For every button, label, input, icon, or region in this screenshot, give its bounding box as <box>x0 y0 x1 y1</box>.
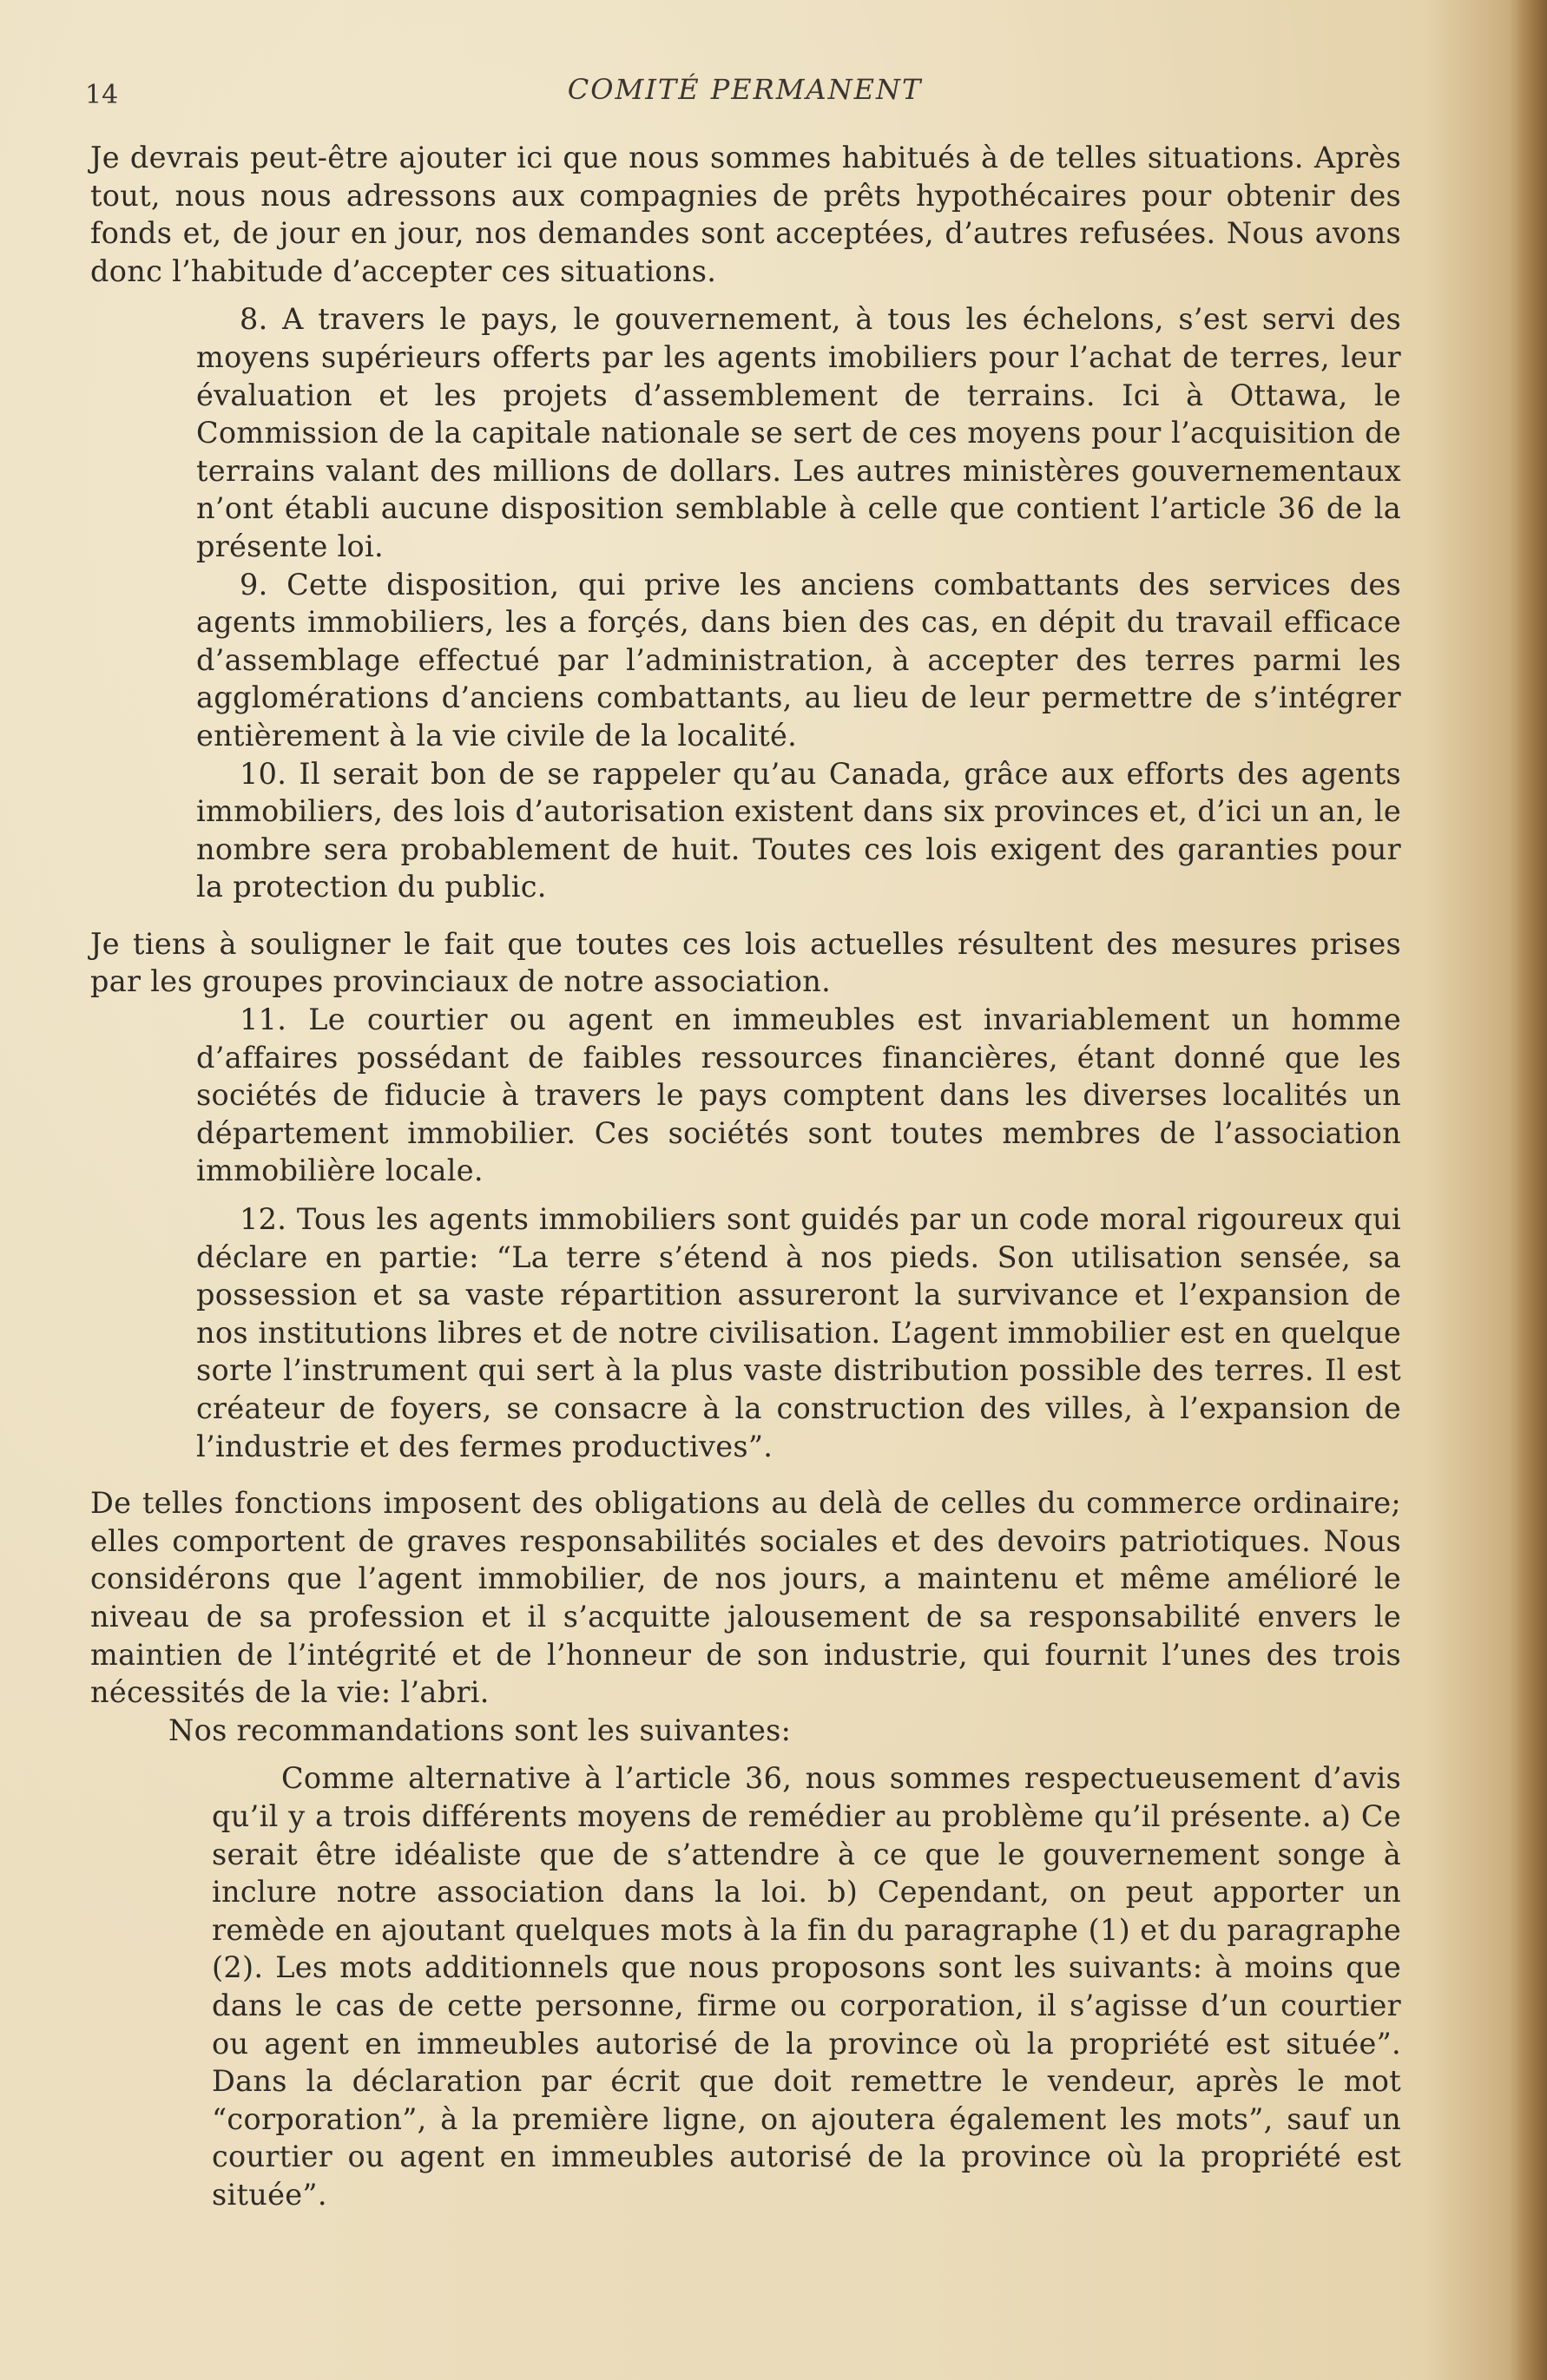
paragraph-obligations: De telles fonctions imposent des obligations au delà de celles du commerce ordinaire; elles comportent de graves responsabilités sociales et des devoirs patriotiques. Nous considérons que l’agent immobilier, de nos jours, a maintenu et même amélioré le niveau de sa profession et il s’acquitte jalousement de sa responsabilité envers le maintien de l’intégrité et de l’honneur de son industrie, qui fournit l’unes des trois nécessités de la vie: l’abri. <box>90 1486 1401 1710</box>
paragraph-recommendations: Comme alternative à l’article 36, nous sommes respectueusement d’avis qu’il y a trois différents moyens de remédier au problème qu’il présente. a) Ce serait être idéaliste que de s’attendre à ce que le gouvernement songe à inclure notre association dans la loi. b) Cependant, on peut apporter un remède en ajoutant quelques mots à la fin du paragraphe (1) et du paragraphe (2). Les mots additionnels que nous proposons sont les suivants: à moins que dans le cas de cette personne, firme ou corporation, il s’agisse d’un courtier ou agent en immeubles autorisé de la province où la propriété est située”. Dans la déclaration par écrit que doit remettre le vendeur, après le mot “corporation”, à la première ligne, on ajoutera également les mots”, sauf un courtier ou agent en immeubles autorisé de la province où la propriété est située”. <box>212 1761 1401 2212</box>
paragraph-recommendations-heading: Nos recommandations sont les suivantes: <box>168 1713 792 1747</box>
paragraph-intro: Je devrais peut-être ajouter ici que nous sommes habitués à de telles situations. Après tout, nous nous adressons aux compagnies de prêts hypothécaires pour obtenir des fonds et, de jour en jour, nos demandes sont acceptées, d’autres refusées. Nous avons donc l’habitude d’accepter ces situations. <box>90 141 1401 288</box>
running-head: COMITÉ PERMANENT <box>567 73 923 106</box>
paragraph-9: 9. Cette disposition, qui prive les anciens combattants des services des agents immobiliers, les a forçés, dans bien des cas, en dépit du travail efficace d’assemblage effectué par l’administration, à accepter des terres parmi les agglomérations d’anciens combattants, au lieu de leur permettre de s’intégrer entièrement à la vie civile de la localité. <box>196 567 1401 753</box>
page-edge-shadow <box>1511 0 1547 2380</box>
paragraph-provincial-laws: Je tiens à souligner le fait que toutes ces lois actuelles résultent des mesures prises par les groupes provinciaux de notre association. <box>90 926 1401 999</box>
page-header <box>85 73 1405 111</box>
paragraph-8: 8. A travers le pays, le gouvernement, à tous les échelons, s’est servi des moyens supérieurs offerts par les agents imobiliers pour l’achat de terres, leur évaluation et les projets d’assemblement de terrains. Ici à Ottawa, le Commission de la capitale nationale se sert de ces moyens pour l’acquisition de terrains valant des millions de dollars. Les autres ministères gouvernementaux n’ont établi aucune disposition semblable à celle que contient l’article 36 de la présente loi. <box>196 302 1401 563</box>
paragraph-11: 11. Le courtier ou agent en immeubles est invariablement un homme d’affaires possédant de faibles ressources financières, étant donné que les sociétés de fiducie à travers le pays comptent dans les diverses localités un département immobilier. Ces sociétés sont toutes membres de l’association immobilière locale. <box>196 1003 1401 1188</box>
paragraph-10: 10. Il serait bon de se rappeler qu’au Canada, grâce aux efforts des agents immobiliers, des lois d’autorisation existent dans six provinces et, d’ici un an, le nombre sera probablement de huit. Toutes ces lois exigent des garanties pour la protection du public. <box>196 756 1401 904</box>
paragraph-12: 12. Tous les agents immobiliers sont guidés par un code moral rigoureux qui déclare en partie: “La terre s’étend à nos pieds. Son utilisation sensée, sa possession et sa vaste répartition assureront la survivance et l’expansion de nos institutions libres et de notre civilisation. L’agent immobilier est en quelque sorte l’instrument qui sert à la plus vaste distribution possible des terres. Il est créateur de foyers, se consacre à la construction des villes, à l’expansion de l’industrie et des fermes productives”. <box>196 1202 1401 1463</box>
page-number: 14 <box>85 80 119 110</box>
document-body <box>90 139 1401 2213</box>
